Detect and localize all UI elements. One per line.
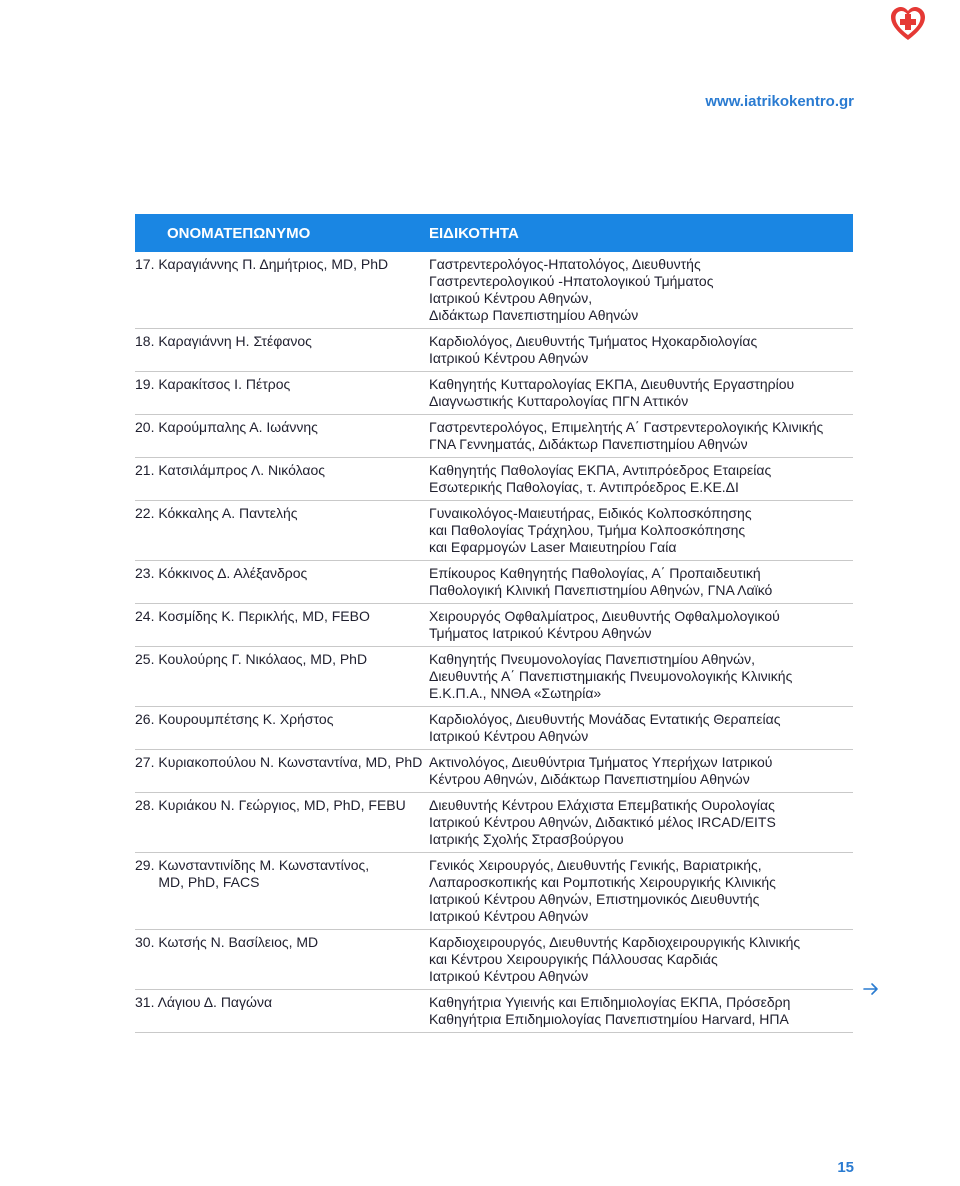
doctor-name (135, 994, 420, 1011)
table-row (135, 604, 853, 647)
doctor-name (135, 857, 420, 891)
doctor-name-line: 22. Κόκκαλης Α. Παντελής (135, 505, 298, 521)
specialty-line: Ε.Κ.Π.Α., ΝΝΘΑ «Σωτηρία» (429, 685, 602, 701)
doctor-name-line: 31. Λάγιου Δ. Παγώνα (135, 994, 273, 1010)
doctor-name (135, 462, 420, 479)
heart-cross-logo (888, 4, 928, 44)
doctor-name (135, 651, 420, 668)
table-row (135, 372, 853, 415)
doctor-name (135, 256, 420, 273)
specialty-line: Ιατρικού Κέντρου Αθηνών, (429, 290, 593, 306)
doctor-name (135, 711, 420, 728)
doctor-specialty (429, 376, 853, 410)
doctor-name-line: 20. Καρούμπαλης Α. Ιωάννης (135, 419, 318, 435)
specialty-line: Καθηγητής Παθολογίας ΕΚΠΑ, Αντιπρόεδρος Εταιρείας (429, 462, 772, 478)
specialty-line: Ιατρικού Κέντρου Αθηνών (429, 728, 589, 744)
doctor-name (135, 333, 420, 350)
specialty-line: Καρδιολόγος, Διευθυντής Τμήματος Ηχοκαρδιολογίας (429, 333, 758, 349)
doctor-name (135, 934, 420, 951)
specialty-line: και Κέντρου Χειρουργικής Πάλλουσας Καρδιάς (429, 951, 718, 967)
specialty-line: Καθηγητής Κυτταρολογίας ΕΚΠΑ, Διευθυντής Εργαστηρίου (429, 376, 795, 392)
doctor-name (135, 565, 420, 582)
doctor-name-line: 21. Κατσιλάμπρος Λ. Νικόλαος (135, 462, 326, 478)
doctor-specialty (429, 565, 853, 599)
doctor-name (135, 419, 420, 436)
table-body (135, 252, 853, 1033)
specialty-line: Γαστρεντερολογικού -Ηπατολογικού Τμήματος (429, 273, 714, 289)
doctor-name (135, 797, 420, 814)
specialty-line: ΓΝΑ Γεννηματάς, Διδάκτωρ Πανεπιστημίου Αθηνών (429, 436, 748, 452)
staff-table (135, 214, 853, 1033)
specialty-line: Ιατρικού Κέντρου Αθηνών (429, 350, 589, 366)
doctor-specialty (429, 608, 853, 642)
doctor-name-line: 24. Κοσμίδης Κ. Περικλής, MD, FEBO (135, 608, 370, 624)
specialty-line: Επίκουρος Καθηγητής Παθολογίας, Α΄ Προπαιδευτική (429, 565, 761, 581)
table-row (135, 793, 853, 853)
doctor-name-line: 26. Κουρουμπέτσης Κ. Χρήστος (135, 711, 334, 727)
specialty-line: Ιατρικού Κέντρου Αθηνών, Επιστημονικός Διευθυντής (429, 891, 760, 907)
specialty-line: Ιατρικού Κέντρου Αθηνών, Διδακτικό μέλος IRCAD/EITS (429, 814, 776, 830)
table-row (135, 415, 853, 458)
specialty-line: Ιατρικού Κέντρου Αθηνών (429, 968, 589, 984)
table-row (135, 329, 853, 372)
table-row (135, 990, 853, 1033)
specialty-line: Παθολογική Κλινική Πανεπιστημίου Αθηνών, ΓΝΑ Λαϊκό (429, 582, 773, 598)
specialty-line: Γενικός Χειρουργός, Διευθυντής Γενικής, Βαριατρικής, (429, 857, 762, 873)
specialty-line: Χειρουργός Οφθαλμίατρος, Διευθυντής Οφθαλμολογικού (429, 608, 780, 624)
table-row (135, 647, 853, 707)
doctor-name (135, 376, 420, 393)
doctor-specialty (429, 754, 853, 788)
doctor-name (135, 754, 423, 771)
specialty-line: Ιατρικού Κέντρου Αθηνών (429, 908, 589, 924)
table-row (135, 252, 853, 329)
specialty-line: και Παθολογίας Τράχηλου, Τμήμα Κολποσκόπησης (429, 522, 746, 538)
doctor-name-line: 23. Κόκκινος Δ. Αλέξανδρος (135, 565, 308, 581)
arrow-right-icon[interactable] (862, 980, 880, 998)
doctor-specialty (429, 419, 853, 453)
specialty-line: Ιατρικής Σχολής Στρασβούργου (429, 831, 624, 847)
table-row (135, 561, 853, 604)
doctor-name-line: 17. Καραγιάννης Π. Δημήτριος, MD, PhD (135, 256, 389, 272)
table-row (135, 930, 853, 990)
table-header (135, 214, 853, 252)
specialty-line: Διαγνωστικής Κυτταρολογίας ΠΓΝ Αττικόν (429, 393, 689, 409)
doctor-specialty (429, 505, 853, 556)
doctor-name-line: 30. Κωτσής Ν. Βασίλειος, MD (135, 934, 319, 950)
doctor-name-line: 18. Καραγιάννη Η. Στέφανος (135, 333, 312, 349)
specialty-line: Καρδιολόγος, Διευθυντής Μονάδας Εντατικής Θεραπείας (429, 711, 781, 727)
doctor-specialty (429, 462, 853, 496)
table-row (135, 707, 853, 750)
specialty-line: Ακτινολόγος, Διευθύντρια Τμήματος Υπερήχων Ιατρικού (429, 754, 773, 770)
doctor-name (135, 608, 420, 625)
table-row (135, 458, 853, 501)
doctor-name-line: MD, PhD, FACS (135, 874, 260, 890)
doctor-specialty (429, 711, 853, 745)
doctor-specialty (429, 256, 853, 324)
specialty-line: Κέντρου Αθηνών, Διδάκτωρ Πανεπιστημίου Αθηνών (429, 771, 750, 787)
doctor-specialty (429, 934, 853, 985)
doctor-name-line: 25. Κουλούρης Γ. Νικόλαος, MD, PhD (135, 651, 368, 667)
doctor-name-line: 28. Κυριάκου Ν. Γεώργιος, MD, PhD, FEBU (135, 797, 406, 813)
column-header-name: ΟΝΟΜΑΤΕΠΩΝΥΜΟ (167, 225, 311, 242)
specialty-line: Καθηγήτρια Επιδημιολογίας Πανεπιστημίου Harvard, ΗΠΑ (429, 1011, 789, 1027)
specialty-line: Γαστρεντερολόγος, Επιμελητής Α΄ Γαστρεντερολογικής Κλινικής (429, 419, 824, 435)
specialty-line: Γυναικολόγος-Μαιευτήρας, Ειδικός Κολποσκόπησης (429, 505, 752, 521)
table-row (135, 853, 853, 930)
doctor-specialty (429, 797, 853, 848)
doctor-name-line: 29. Κωνσταντινίδης Μ. Κωνσταντίνος, (135, 857, 370, 873)
specialty-line: Καθηγήτρια Υγιεινής και Επιδημιολογίας ΕΚΠΑ, Πρόσεδρη (429, 994, 791, 1010)
doctor-specialty (429, 994, 853, 1028)
site-url[interactable]: www.iatrikokentro.gr (705, 93, 854, 110)
doctor-name-line: 27. Κυριακοπούλου Ν. Κωνσταντίνα, MD, PhD (135, 754, 423, 770)
doctor-specialty (429, 651, 853, 702)
specialty-line: Διευθυντής Α΄ Πανεπιστημιακής Πνευμονολογικής Κλινικής (429, 668, 793, 684)
specialty-line: Διευθυντής Κέντρου Ελάχιστα Επεμβατικής Ουρολογίας (429, 797, 775, 813)
specialty-line: και Εφαρμογών Laser Μαιευτηρίου Γαία (429, 539, 677, 555)
specialty-line: Καθηγητής Πνευμονολογίας Πανεπιστημίου Αθηνών, (429, 651, 756, 667)
doctor-specialty (429, 333, 853, 367)
table-row (135, 501, 853, 561)
specialty-line: Τμήματος Ιατρικού Κέντρου Αθηνών (429, 625, 652, 641)
specialty-line: Εσωτερικής Παθολογίας, τ. Αντιπρόεδρος Ε.ΚΕ.ΔΙ (429, 479, 739, 495)
doctor-name (135, 505, 420, 522)
specialty-line: Καρδιοχειρουργός, Διευθυντής Καρδιοχειρουργικής Κλινικής (429, 934, 801, 950)
doctor-name-line: 19. Καρακίτσος Ι. Πέτρος (135, 376, 291, 392)
table-row (135, 750, 853, 793)
page-number: 15 (837, 1159, 854, 1176)
specialty-line: Λαπαροσκοπικής και Ρομποτικής Χειρουργικής Κλινικής (429, 874, 776, 890)
specialty-line: Διδάκτωρ Πανεπιστημίου Αθηνών (429, 307, 639, 323)
specialty-line: Γαστρεντερολόγος-Ηπατολόγος, Διευθυντής (429, 256, 701, 272)
column-header-specialty: ΕΙΔΙΚΟΤΗΤΑ (429, 225, 519, 242)
doctor-specialty (429, 857, 853, 925)
